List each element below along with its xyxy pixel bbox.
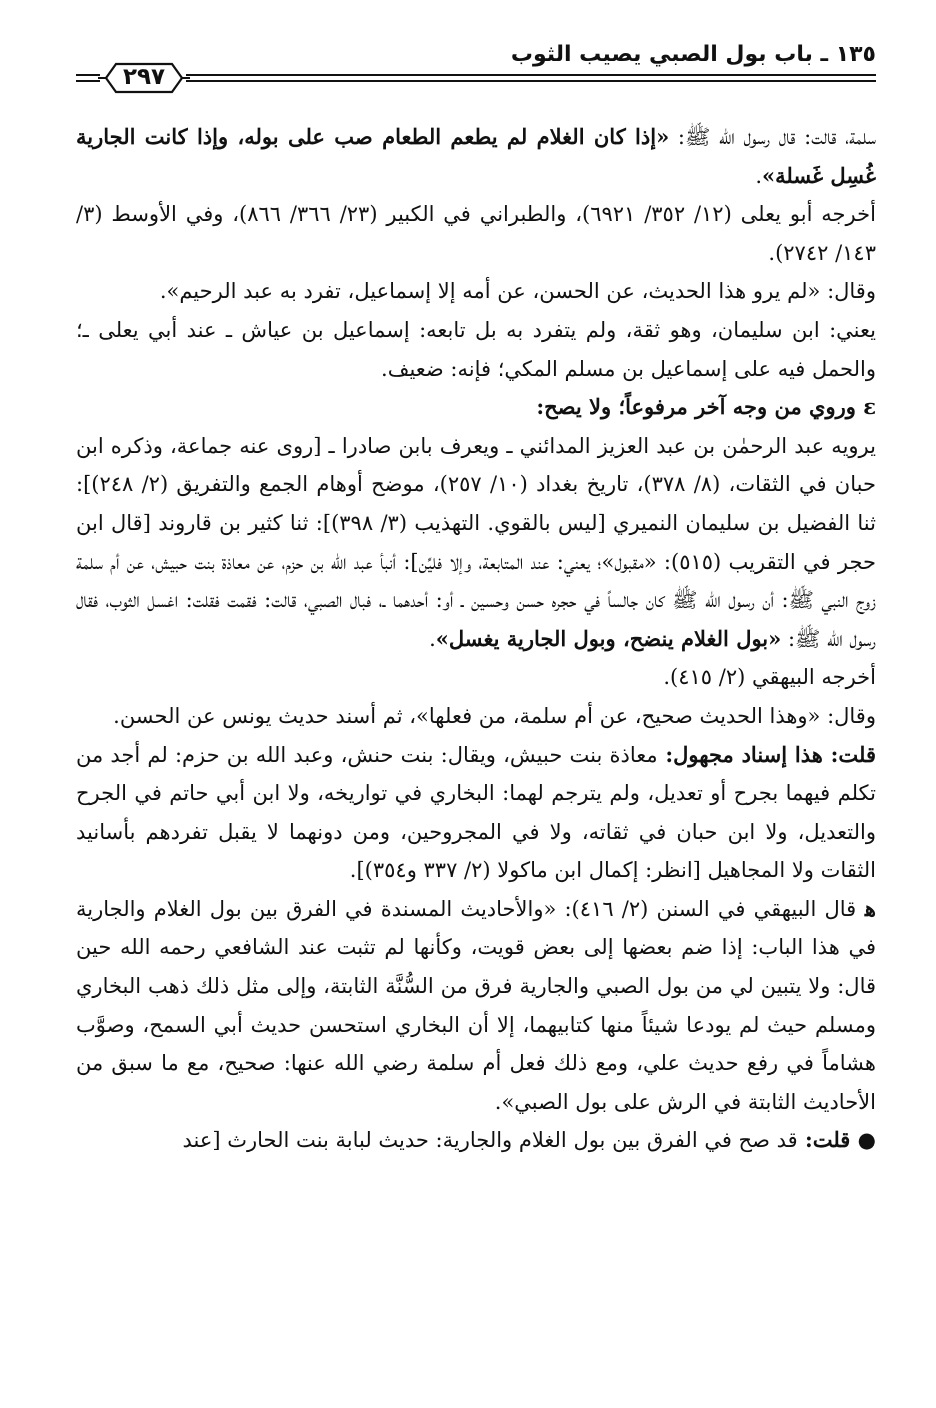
chapter-title: ١٣٥ ـ باب بول الصبي يصيب الثوب <box>510 42 876 67</box>
bold-text: ﻫ <box>856 895 876 921</box>
paragraph <box>76 427 876 659</box>
header-double-rule <box>186 74 876 84</box>
text: قد صح في الفرق بين بول الغلام والجارية: حديث لبابة بنت الحارث [عند <box>182 1128 798 1153</box>
text: قال البيهقي في السنن (٢/ ٤١٦): «والأحاديث المسندة في الفرق بين بول الغلام والجارية في هذا الباب: إذا ضم بعضها إلى بعض قويت، وكأنها لم تثبت عند الشافعي رحمه الله حين قال: ولا يتبين لي من بول الصبي والجارية فرق من السُّنَّة الثابتة، وإلى مثل ذلك ذهب البخاري ومسلم حيث لم يودعا شيئاً منها كتابيهما، إلا أن البخاري استحسن حديث أبي السمح، وصوَّب هشاماً في رفع حديث علي، ومع ذلك فعل أم سلمة رضي الله عنها: صحيح، مع ما سبق من الأحاديث الثابتة في الرش على بول الصبي». <box>76 896 876 1114</box>
text: معاذة بنت حبيش، ويقال: بنت حنش، وعبد الله بن حزم: لم أجد من تكلم فيهما بجرح أو تعديل، ولم يترجم لهما: البخاري في تواريخه، ولا ابن أبي حاتم في الجرح والتعديل، ولا ابن حبان في ثقاته، ولا في المجروحين، ومن دونهما لا يقبل تفردهم بأسانيد الثقات ولا المجاهيل [انظر: إكمال ابن ماكولا (٢/ ٣٣٧ و٣٥٤)]. <box>76 742 876 883</box>
bold-text: قلت: هذا إسناد مجهول: <box>657 741 876 767</box>
page-number-frame <box>96 60 192 96</box>
paragraph <box>76 311 876 388</box>
bold-text: قلت: <box>797 1127 851 1153</box>
paragraph <box>76 890 876 1122</box>
page-body <box>76 118 876 1160</box>
paragraph <box>76 195 876 272</box>
text: أخرجه البيهقي (٢/ ٤١٥). <box>663 665 876 690</box>
text: سلمة، قالت: قال رسول الله ﷺ: <box>669 125 876 149</box>
paragraph <box>76 1121 876 1160</box>
paragraph <box>76 658 876 697</box>
text: . <box>755 163 763 188</box>
text: وقال: «لم يرو هذا الحديث، عن الحسن، عن أمه إلا إسماعيل، تفرد به عبد الرحيم». <box>159 279 876 304</box>
text: وقال: «وهذا الحديث صحيح، عن أم سلمة، من فعلها»، ثم أسند حديث يونس عن الحسن. <box>113 703 876 728</box>
book-page <box>76 38 876 1378</box>
paragraph <box>76 118 876 195</box>
text: يعني: ابن سليمان، وهو ثقة، ولم يتفرد به بل تابعه: إسماعيل بن عياش ـ عند أبي يعلى ـ؛ والحمل فيه على إسماعيل بن مسلم المكي؛ فإنه: ضعيف. <box>76 317 876 381</box>
paragraph <box>76 736 876 890</box>
paragraph <box>76 272 876 311</box>
text: يرويه عبد الرحمٰن بن عبد العزيز المدائني ـ ويعرف بابن صادرا ـ [روى عنه جماعة، وذكره ابن حبان في الثقات، (٨/ ٣٧٨)، تاريخ بغداد (١٠/ ٢٥٧)، موضح أوهام الجمع والتفريق (٢/ ٢٤٨)]: ثنا الفضيل بن سليمان النميري [ليس بالقوي. التهذيب (٣/ ٣٩٨)]: ثنا كثير بن قاروند [قال ابن حجر في التقريب (٥١٥): «مقبول»؛ يعني: عند المتابعة، وإلا فليِّن]: أنبأ عبد الله بن حزم، عن معاذة بنت حبيش، عن أم سلمة زوج النبي ﷺ: أن رسول الله ﷺ كان جالساً في حجره حسن وحسين ـ أو: أحدهما ـ، فبال الصبي، قالت: فقمت فقلت: اغسل الثوب، فقال رسول الله ﷺ: <box>76 433 876 651</box>
bold-text: ● <box>850 1127 876 1153</box>
bold-text: «بول الغلام ينضح، وبول الجارية يغسل» <box>435 625 782 651</box>
bold-text: ε <box>855 394 876 420</box>
bold-text: «إذا كان الغلام لم يطعم الطعام صب على بوله، وإذا كانت الجارية غُسِل غَسلة» <box>76 124 876 188</box>
paragraph <box>76 697 876 736</box>
running-header <box>76 38 876 96</box>
paragraph <box>76 388 876 427</box>
bold-text: وروي من وجه آخر مرفوعاً؛ ولا يصح: <box>536 394 856 420</box>
text: . <box>429 626 436 651</box>
text: أخرجه أبو يعلى (١٢/ ٣٥٢/ ٦٩٢١)، والطبراني في الكبير (٢٣/ ٣٦٦/ ٨٦٦)، وفي الأوسط (٣/ ١٤٣/ ٢٧٤٢). <box>76 202 876 265</box>
page-number: ٢٩٧ <box>122 64 166 90</box>
